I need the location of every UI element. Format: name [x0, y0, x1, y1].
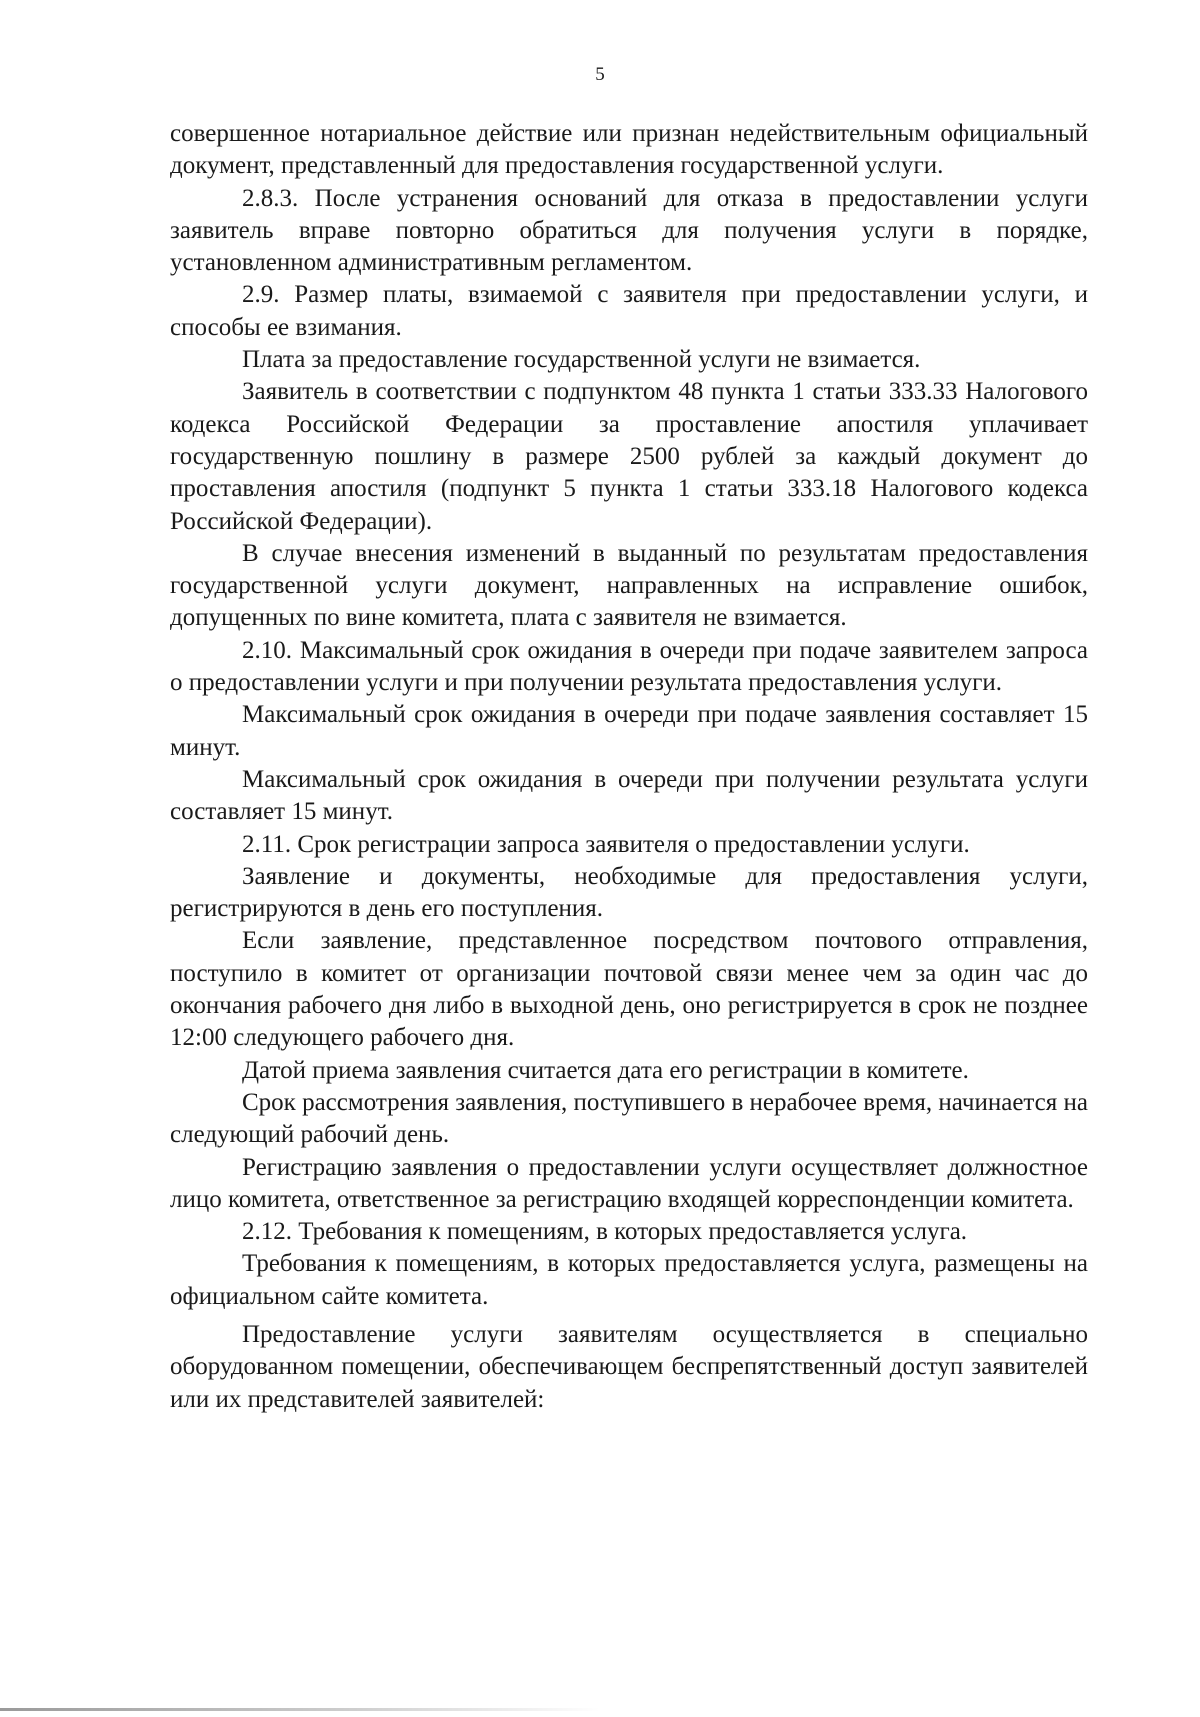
- paragraph-non-working-time: Срок рассмотрения заявления, поступившего в нерабочее время, начинается на следующий рабочий день.: [170, 1088, 1088, 1149]
- paragraph-2-8-3: 2.8.3. После устранения оснований для отказа в предоставлении услуги заявитель вправе повторно обратиться для получения услуги в порядке, установленном административным регламентом.: [170, 184, 1088, 277]
- paragraph-wait-submission: Максимальный срок ожидания в очереди при подаче заявления составляет 15 минут.: [170, 701, 1088, 761]
- paragraph-2-11-heading: 2.11. Срок регистрации запроса заявителя о предоставлении услуги.: [242, 830, 970, 858]
- paragraph-equipped-premises: Предоставление услуги заявителям осуществляется в специально оборудованном помещении, обеспечивающем беспрепятственный доступ заявителей или их представителей заявителей:: [170, 1320, 1088, 1413]
- paragraph-continuation: совершенное нотариальное действие или признан недействительным официальный документ, представленный для предоставления государственной услуги.: [170, 120, 1088, 180]
- paragraph-correction-no-fee: В случае внесения изменений в выданный по результатам предоставления государственной услуги документ, направленных на исправление ошибок, допущенных по вине комитета, плата с заявителя не взимается.: [170, 539, 1088, 632]
- paragraph-registration-same-day: Заявление и документы, необходимые для предоставления услуги, регистрируются в день его поступления.: [170, 862, 1088, 923]
- paragraph-2-12-heading: 2.12. Требования к помещениям, в которых предоставляется услуга.: [242, 1218, 968, 1246]
- paragraph-fee-not-charged: Плата за предоставление государственной услуги не взимается.: [242, 346, 921, 374]
- paragraph-apostille-duty: Заявитель в соответствии с подпунктом 48 пункта 1 статьи 333.33 Налогового кодекса Российской Федерации за проставление апостиля уплачивает государственную пошлину в размере 2500 рублей за каждый документ до проставления апостиля (подпункт 5 пункта 1 статьи 333.18 Налогового кодекса Российской Федерации).: [170, 378, 1088, 535]
- page-number: 5: [595, 64, 605, 85]
- paragraph-wait-result: Максимальный срок ожидания в очереди при получении результата услуги составляет 15 минут.: [170, 765, 1088, 826]
- paragraph-2-10-heading: 2.10. Максимальный срок ожидания в очереди при подаче заявителем запроса о предоставлении услуги и при получении результата предоставления услуги.: [170, 636, 1088, 697]
- paragraph-acceptance-date: Датой приема заявления считается дата его регистрации в комитете.: [242, 1056, 969, 1084]
- paragraph-premises-requirements: Требования к помещениям, в которых предоставляется услуга, размещены на официальном сайте комитета.: [170, 1250, 1088, 1310]
- paragraph-registration-official: Регистрацию заявления о предоставлении услуги осуществляет должностное лицо комитета, ответственное за регистрацию входящей корреспонденции комитета.: [170, 1153, 1088, 1213]
- document-body: [170, 118, 1088, 1416]
- paragraph-postal-registration: Если заявление, представленное посредством почтового отправления, поступило в комитет от организации почтовой связи менее чем за один час до окончания рабочего дня либо в выходной день, оно регистрируется в срок не позднее 12:00 следующего рабочего дня.: [170, 927, 1088, 1052]
- scan-edge-line: [0, 1708, 600, 1711]
- paragraph-2-9-heading: 2.9. Размер платы, взимаемой с заявителя при предоставлении услуги, и способы ее взимания.: [170, 281, 1088, 341]
